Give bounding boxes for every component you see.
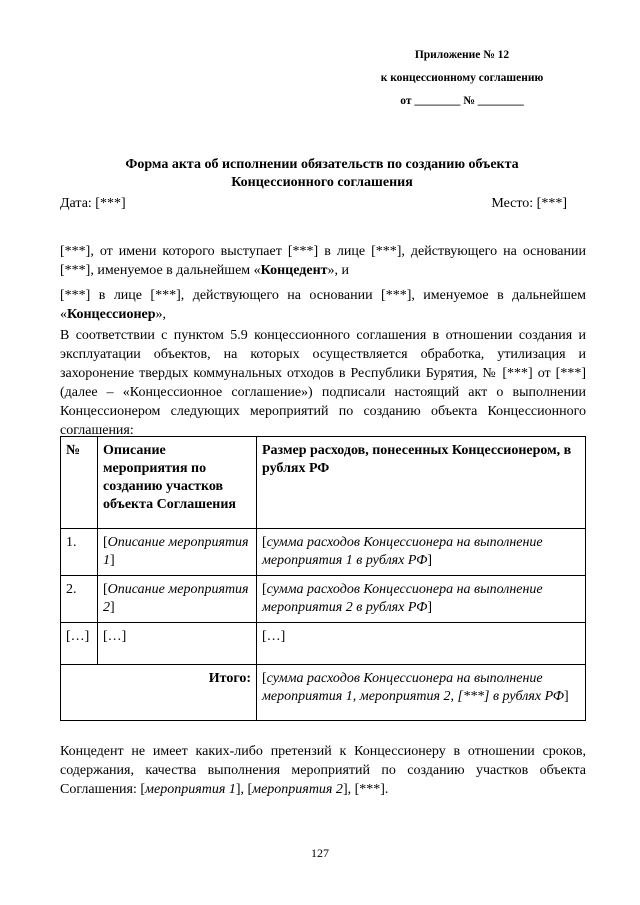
appendix-agreement-ref: к концессионному соглашению — [380, 72, 544, 84]
row-description: […] — [98, 623, 257, 665]
table-row — [61, 576, 586, 623]
bracket: [ — [103, 535, 108, 550]
appendix-header — [352, 44, 572, 113]
header-number: № — [61, 437, 98, 529]
bracket: [ — [262, 535, 267, 550]
place-field: Место: [***] — [491, 196, 567, 211]
total-cost-text: сумма расходов Концессионера на выполнение мероприятия 1, мероприятия 2, [***] в рублях РФ — [262, 671, 565, 704]
row-cost: […] — [257, 623, 586, 665]
title-line-1: Форма акта об исполнении обязательств по созданию объекта — [125, 157, 519, 172]
bracket: ] — [110, 553, 115, 568]
row-cost — [257, 576, 586, 623]
appendix-date-number: от ________ № ________ — [400, 95, 524, 107]
paragraph-concessionaire-end: », — [155, 307, 167, 322]
page-number: 127 — [311, 846, 329, 860]
no-claims-activity-2: мероприятия 2 — [252, 782, 343, 797]
row-cost-text: сумма расходов Концессионера на выполнение мероприятия 1 в рублях РФ — [262, 535, 543, 568]
paragraph-grantor-end: », и — [327, 263, 350, 278]
paragraph-grantor — [60, 242, 586, 280]
paragraph-concessionaire-text: [***] в лице [***], действующего на основании [***], именуемое в дальнейшем « — [60, 288, 586, 322]
row-description-text: Описание мероприятия 1 — [103, 535, 249, 568]
no-claims-text: Концедент не имеет каких-либо претензий к Концессионеру в отношении сроков, содержания, качества выполнения мероприятий по созданию участков объекта Соглашения: [ — [60, 744, 586, 797]
row-description-text: Описание мероприятия 2 — [103, 582, 249, 615]
row-description — [98, 529, 257, 576]
table-header-row — [61, 437, 586, 529]
row-cost-text: сумма расходов Концессионера на выполнение мероприятия 2 в рублях РФ — [262, 582, 543, 615]
bracket: ] — [427, 600, 433, 615]
no-claims-activity-1: мероприятия 1 — [145, 782, 236, 797]
date-place-row — [60, 196, 567, 212]
row-number: […] — [61, 623, 98, 665]
appendix-number: Приложение № 12 — [414, 49, 510, 61]
row-number: 2. — [61, 576, 98, 623]
document-title — [60, 156, 584, 192]
bracket: ] — [564, 689, 569, 704]
bracket: ] — [110, 600, 115, 615]
paragraph-no-claims — [60, 742, 586, 799]
paragraph-grantor-text: [***], от имени которого выступает [***] в лице [***], действующего на основании [***], именуемое в дальнейшем « — [60, 244, 586, 278]
bracket: [ — [262, 671, 267, 686]
paragraph-concessionaire — [60, 286, 586, 324]
table-row — [61, 623, 586, 665]
paragraph-intro: В соответствии с пунктом 5.9 концессионного соглашения в отношении создания и эксплуатации объектов, на которых осуществляется обработка, утилизация и захоронение твердых коммунальных отходов в Республики Бурятия, № [***] от [***] (далее – «Концессионное соглашение») подписали настоящий акт о выполнении Концессионером следующих мероприятий по созданию объекта Концессионного соглашения: — [60, 328, 586, 438]
header-cost: Размер расходов, понесенных Концессионером, в рублях РФ — [257, 437, 586, 529]
no-claims-end: ], [***]. — [342, 782, 389, 797]
row-description — [98, 576, 257, 623]
table-total-row — [61, 665, 586, 721]
bracket: [ — [103, 582, 108, 597]
table-row — [61, 529, 586, 576]
header-description: Описание мероприятия по созданию участков объекта Соглашения — [98, 437, 257, 529]
total-cost — [257, 665, 586, 721]
activities-table — [60, 436, 586, 721]
grantor-term: Концедент — [260, 263, 328, 278]
concessionaire-term: Концессионер — [67, 307, 156, 322]
no-claims-sep: ], [ — [235, 782, 253, 797]
row-number: 1. — [61, 529, 98, 576]
row-cost — [257, 529, 586, 576]
bracket: ] — [427, 553, 433, 568]
date-field: Дата: [***] — [60, 196, 126, 211]
title-line-2: Концессионного соглашения — [231, 175, 413, 190]
bracket: [ — [262, 582, 267, 597]
total-label: Итого: — [61, 665, 257, 721]
